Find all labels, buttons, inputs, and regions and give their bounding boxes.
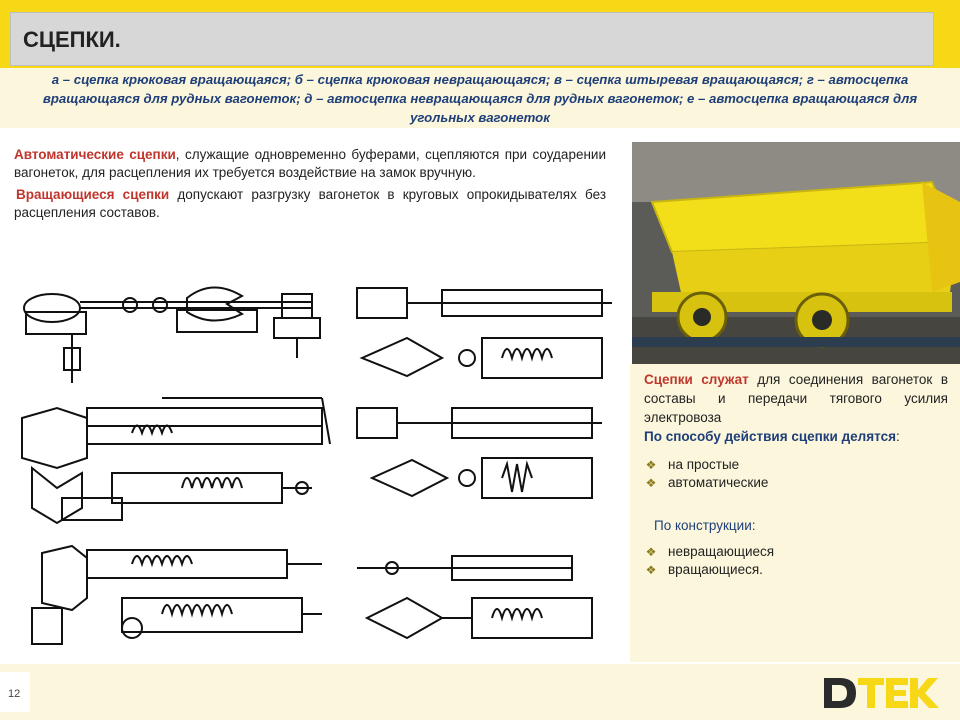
classification-colon: : [895,429,900,444]
auto-couplings-term: Автоматические сцепки [14,147,176,162]
list-item: ❖ автоматические [645,475,769,490]
list-item: ❖ вращающиеся. [645,562,763,577]
drawing-b [22,398,330,523]
figure-caption-box [0,68,960,128]
purpose-paragraph [644,370,948,427]
drawing-d [357,288,612,378]
rotating-couplings-text: допускают разгрузку вагонеток в круговых опрокидывателях без расцепления составов. [14,187,607,220]
rotating-couplings-term: Вращающиеся сцепки [16,187,170,202]
diamond-bullet-icon: ❖ [645,545,657,559]
action-type-list [644,456,948,492]
diamond-bullet-icon: ❖ [645,458,657,472]
classification-heading [644,427,948,446]
drawing-e [357,408,602,498]
left-description [14,146,606,226]
diamond-bullet-icon: ❖ [645,563,657,577]
auto-couplings-paragraph [14,146,606,182]
construction-type-list [644,543,948,579]
coupling-drawings [12,268,612,660]
page-number: 12 [8,688,21,700]
auto-couplings-text: , служащие одновременно буферами, сцепляются при соударении вагонеток, для расцепления их требуется воздействие на замок вручную. [14,147,606,180]
construction-heading: По конструкции: [654,518,756,533]
title-box [10,12,934,66]
purpose-term: Сцепки служат [644,372,749,387]
purpose-text: для соединения вагонеток в составы и передачи тягового усилия электровоза [644,372,948,425]
figure-caption: а – сцепка крюковая вращающаяся; б – сцепка крюковая невращающаяся; в – сцепка штыревая вращающаяся; г – автосцепка вращающаяся для рудных вагонеток; д – автосцепка невращающаяся для рудных вагонеток; е – автосцепка вращающаяся для угольных вагонеток [42,72,918,125]
dtek-logo [818,672,948,714]
rotating-couplings-paragraph [14,186,606,222]
drawing-f [357,556,592,638]
classification-term: По способу действия сцепки делятся [644,429,896,444]
list-item: ❖ невращающиеся [645,544,775,559]
wagon-photo [632,142,960,364]
list-item: ❖ на простые [645,457,740,472]
drawing-a [24,287,320,383]
right-info-panel [630,364,960,662]
right-description [644,370,948,579]
drawing-c [32,546,322,644]
footer-band [0,664,960,720]
diamond-bullet-icon: ❖ [645,476,657,490]
page-title: СЦЕПКИ. [23,27,121,52]
